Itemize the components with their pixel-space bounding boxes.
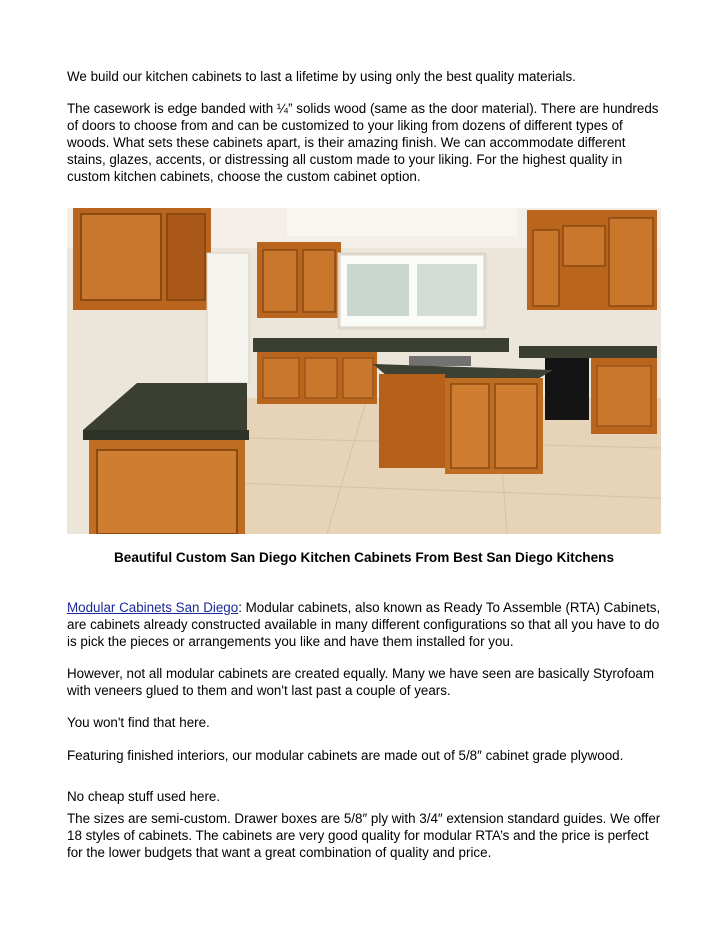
modular-paragraph-3: You won't find that here. xyxy=(67,715,210,730)
modular-paragraph-1-text: : Modular cabinets, also known as Ready To Assemble (RTA) Cabinets, are cabinets already constructed available in many different configurations so that all you have to do is pick the pieces or arrangements you like and have them installed for you. xyxy=(67,600,661,649)
modular-paragraph-4: Featuring finished interiors, our modular cabinets are made out of 5/8″ cabinet grade plywood. xyxy=(67,748,624,763)
modular-paragraph-6: The sizes are semi-custom. Drawer boxes are 5/8″ ply with 3/4″ extension standard guides. We offer 18 styles of cabinets. The cabinets are very good quality for modular RTA’s and the price is perfect for the lower budgets that want a great combination of quality and price. xyxy=(67,811,661,860)
intro-paragraph-2: The casework is edge banded with ¼” solids wood (same as the door material). There are hundreds of doors to choose from and can be customized to your liking from dozens of different types of woods. What sets these cabinets apart, is their amazing finish. We can accommodate different stains, glazes, accents, or distressing all custom made to your liking. For the highest quality in custom kitchen cabinets, choose the custom cabinet option. xyxy=(67,101,659,184)
modular-cabinets-link[interactable]: Modular Cabinets San Diego xyxy=(67,600,239,615)
modular-paragraph-5: No cheap stuff used here. xyxy=(67,789,221,804)
kitchen-photo xyxy=(67,208,661,534)
intro-paragraph-1: We build our kitchen cabinets to last a lifetime by using only the best quality materials. xyxy=(67,69,576,84)
modular-paragraph-2: However, not all modular cabinets are created equally. Many we have seen are basically Styrofoam with veneers glued to them and won't last past a couple of years. xyxy=(67,666,655,698)
photo-caption: Beautiful Custom San Diego Kitchen Cabinets From Best San Diego Kitchens xyxy=(113,550,614,565)
modular-paragraph-1 xyxy=(67,599,667,650)
